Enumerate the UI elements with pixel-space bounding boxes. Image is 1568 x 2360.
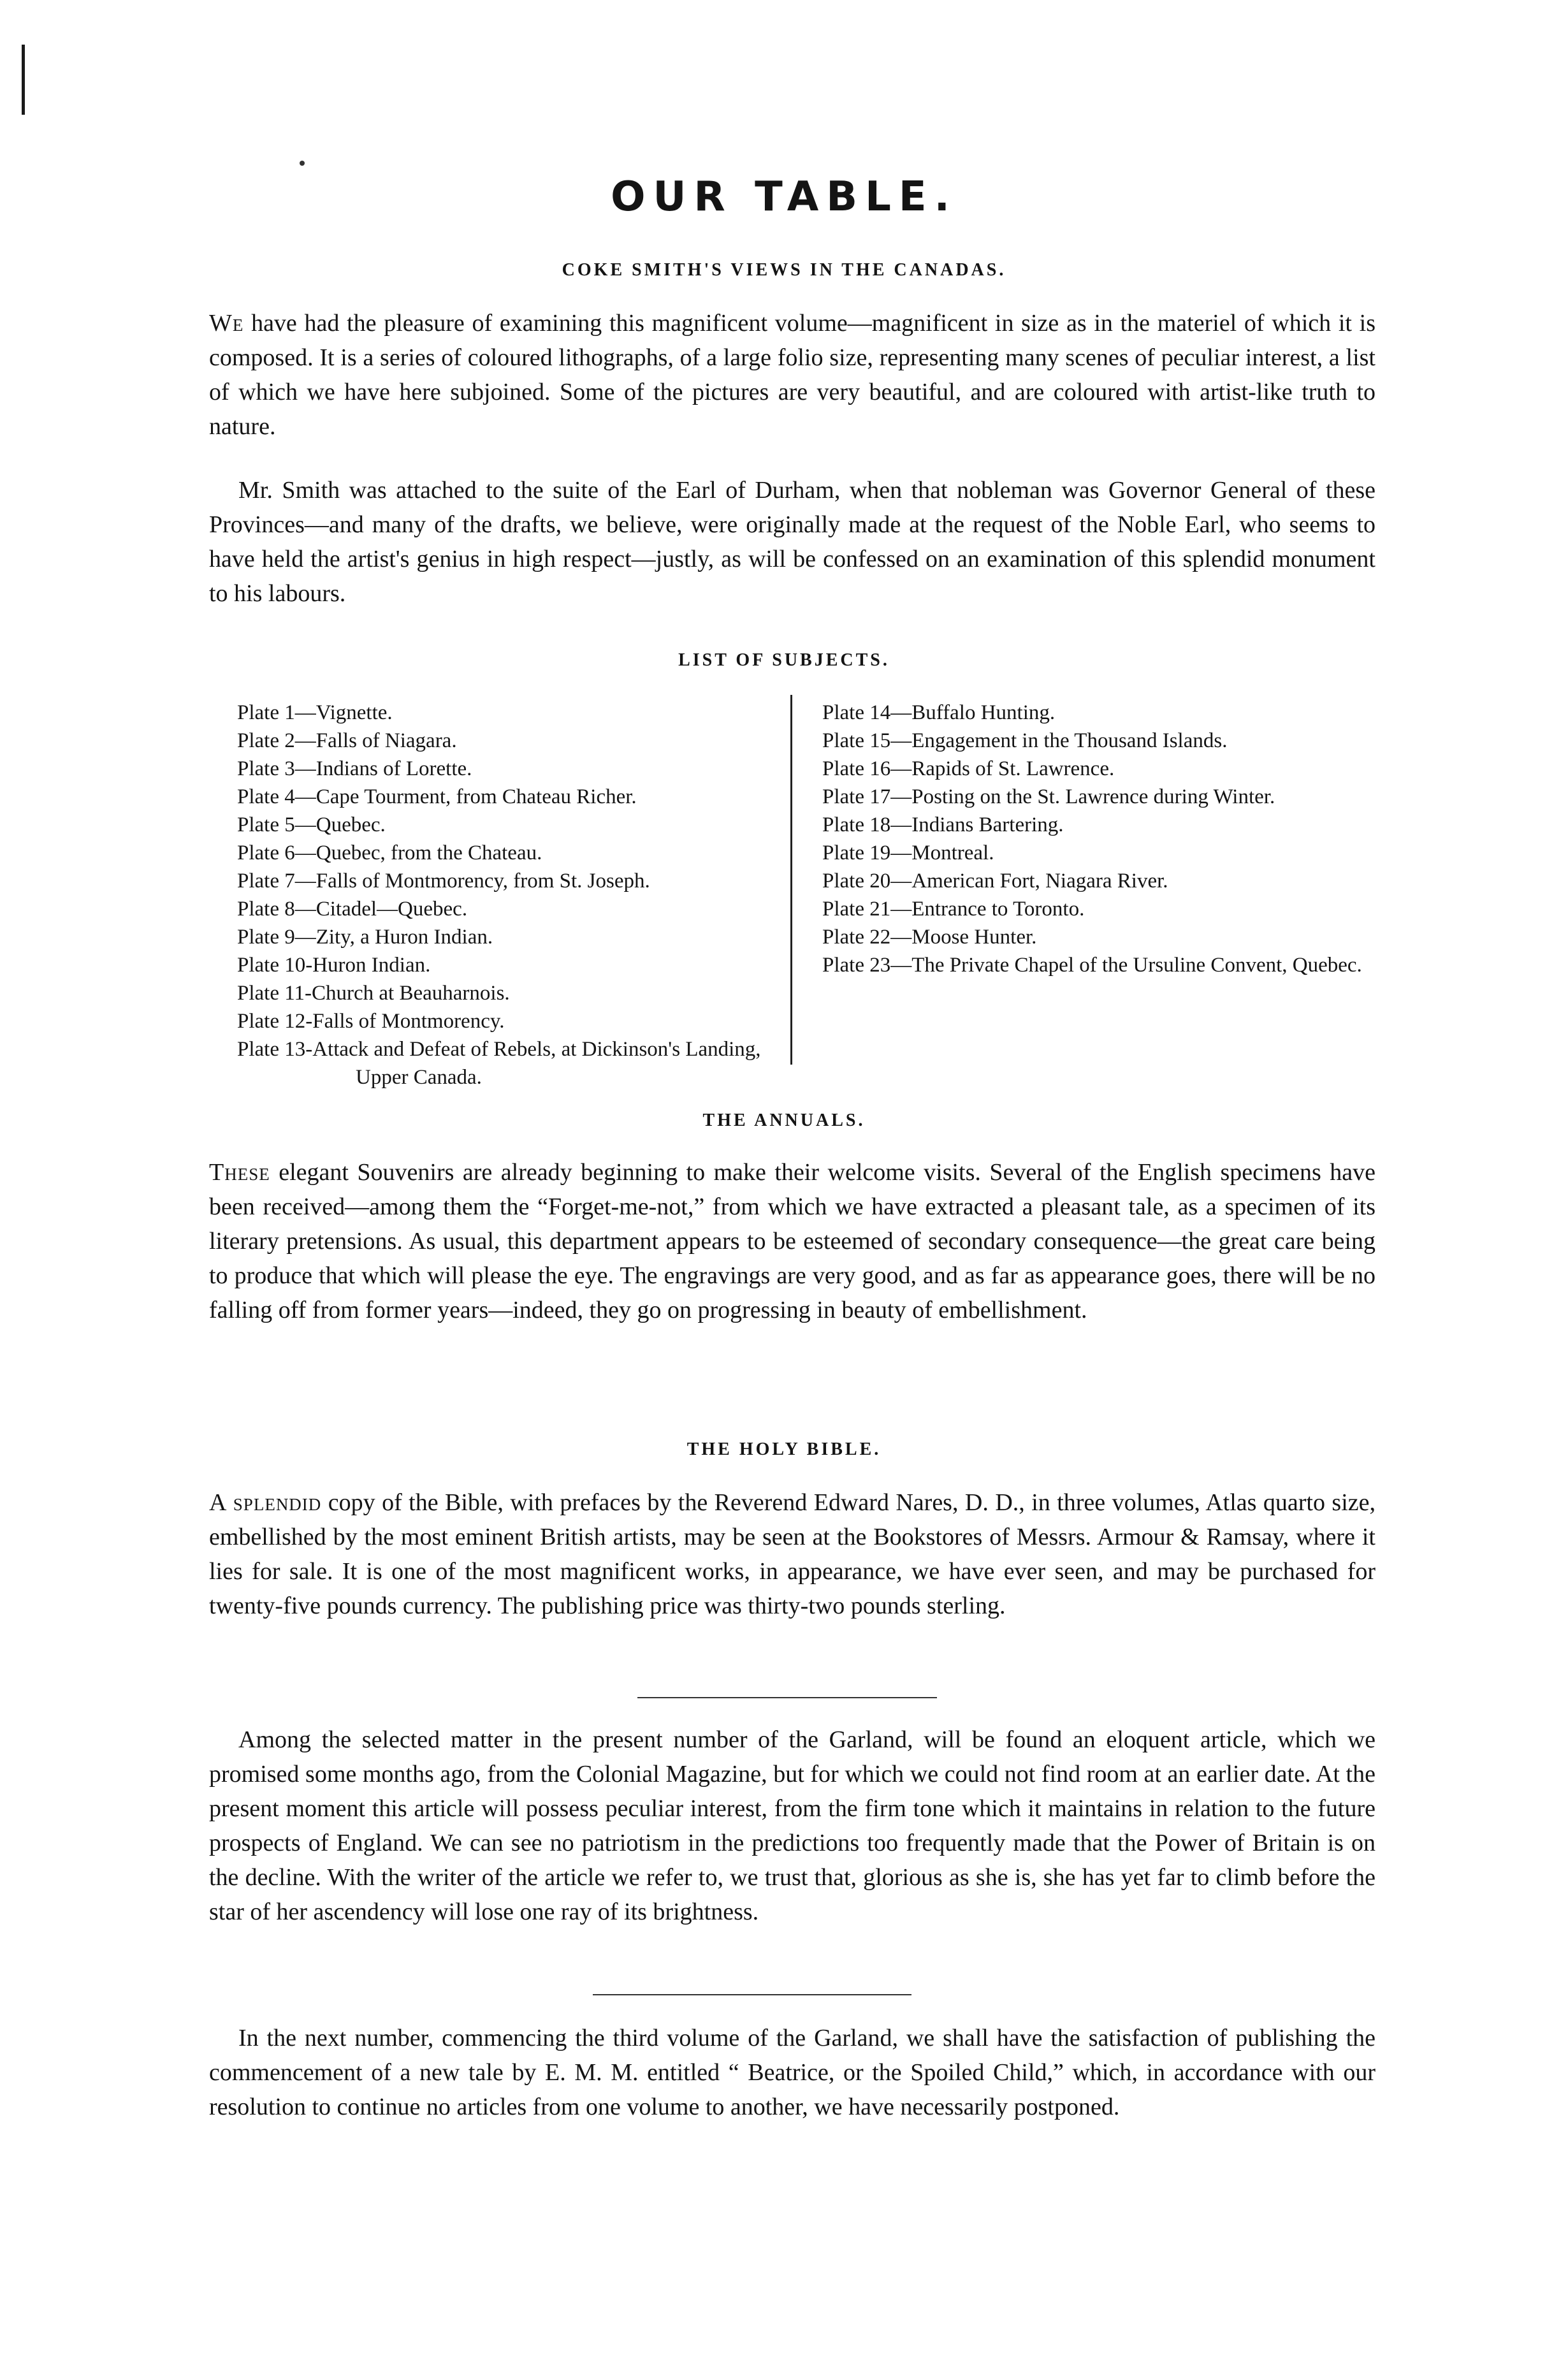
plate-item: Plate 18—Indians Bartering. [822, 813, 1064, 836]
garland-paragraph: Among the selected matter in the present number of the Garland, will be found an eloquent article, which we promised some months ago, from the Colonial Magazine, but for which we could not find room at an earlier date. At the present moment this article will possess peculiar interest, from the firm tone which it maintains in relation to the future prospects of England. We can see no patriotism in the predictions too frequently made that the Power of Britain is on the decline. With the writer of the article we refer to, we trust that, glorious as she is, she has yet far to climb before the star of her ascendency will lose one ray of its brightness. [209, 1726, 1376, 1925]
lead-word: These [209, 1159, 270, 1186]
plate-item: Plate 12-Falls of Montmorency. [237, 1010, 505, 1033]
plate-item: Plate 21—Entrance to Toronto. [822, 898, 1085, 921]
plate-item: Plate 20—American Fort, Niagara River. [822, 870, 1168, 892]
plate-item: Plate 22—Moose Hunter. [822, 926, 1037, 949]
plate-item: Plate 2—Falls of Niagara. [237, 729, 457, 752]
plates-list-right [822, 699, 1383, 979]
plate-item: Plate 16—Rapids of St. Lawrence. [822, 757, 1115, 780]
plate-item: Plate 8—Citadel—Quebec. [237, 898, 468, 921]
paragraph-text: elegant Souvenirs are already beginning to make their welcome visits. Several of the English specimens have been received—among them the “Forget-me-not,” from which we have extracted a pleasant tale, as a specimen of its literary pretensions. As usual, this department appears to be esteemed of secondary consequence—the great care being to produce that which will please the eye. The engravings are very good, and as far as appearance goes, there will be no falling off from former years—indeed, they go on progressing in beauty of embellishment. [209, 1159, 1376, 1323]
plate-item: Plate 11-Church at Beauharnois. [237, 982, 510, 1005]
plate-item: Plate 4—Cape Tourment, from Chateau Richer. [237, 785, 637, 808]
plates-list-left [237, 699, 779, 1091]
plate-item: Plate 7—Falls of Montmorency, from St. Joseph. [237, 870, 650, 892]
plate-item: Plate 19—Montreal. [822, 841, 994, 864]
page-title: OUR TABLE. [611, 173, 957, 221]
coke-smith-paragraph-1 [209, 306, 1376, 444]
plate-item: Plate 1—Vignette. [237, 701, 393, 724]
plate-item: Plate 9—Zity, a Huron Indian. [237, 926, 493, 949]
plate-item: Plate 10-Huron Indian. [237, 954, 431, 977]
next-number-paragraph: In the next number, commencing the third volume of the Garland, we shall have the satisfaction of publishing the commencement of a new tale by E. M. M. entitled “ Beatrice, or the Spoiled Child,” which, in accordance with our resolution to continue no articles from one volume to another, we have necessarily postponed. [209, 2025, 1376, 2120]
plate-item: Plate 14—Buffalo Hunting. [822, 701, 1056, 724]
section-heading-holy-bible: THE HOLY BIBLE. [686, 1439, 882, 1459]
coke-smith-paragraph-2: Mr. Smith was attached to the suite of the Earl of Durham, when that nobleman was Governor General of these Provinces—and many of the drafts, we believe, were originally made at the request of the Noble Earl, who seems to have held the artist's genius in high respect—justly, as will be confessed on an examination of this splendid monument to his labours. [209, 477, 1376, 607]
paragraph-text: copy of the Bible, with prefaces by the Reverend Edward Nares, D. D., in three volumes, Atlas quarto size, embellished by the most eminent British artists, may be seen at the Bookstores of Messrs. Armour & Ramsay, where it lies for sale. It is one of the most magnificent works, in appearance, we have ever seen, and may be purchased for twenty-five pounds currency. The publishing price was thirty-two pounds sterling. [209, 1489, 1376, 1619]
plate-item: Plate 17—Posting on the St. Lawrence during Winter. [822, 785, 1275, 808]
lead-word: A splendid [209, 1489, 322, 1516]
column-divider [790, 695, 792, 1065]
plate-item: Plate 6—Quebec, from the Chateau. [237, 841, 542, 864]
paragraph-text: have had the pleasure of examining this magnificent volume—magnificent in size as in the materiel of which it is composed. It is a series of coloured lithographs, of a large folio size, representing many scenes of peculiar interest, a list of which we have here subjoined. Some of the pictures are very beautiful, and are coloured with artist-like truth to nature. [209, 310, 1376, 440]
plate-item: Plate 3—Indians of Lorette. [237, 757, 472, 780]
ink-dot [300, 161, 305, 166]
plate-item: Plate 13-Attack and Defeat of Rebels, at Dickinson's Landing, Upper Canada. [237, 1038, 761, 1089]
annuals-paragraph [209, 1155, 1376, 1327]
lead-word: We [209, 310, 244, 337]
plate-item: Plate 5—Quebec. [237, 813, 386, 836]
margin-mark [22, 45, 25, 115]
plate-item: Plate 15—Engagement in the Thousand Islands. [822, 729, 1228, 752]
section-rule [637, 1697, 937, 1698]
section-rule [593, 1994, 911, 1995]
bible-paragraph [209, 1485, 1376, 1623]
section-heading-annuals: THE ANNUALS. [702, 1111, 866, 1130]
section-heading-list-of-subjects: LIST OF SUBJECTS. [678, 650, 890, 670]
section-heading-coke-smith: COKE SMITH'S VIEWS IN THE CANADAS. [562, 260, 1006, 280]
plate-item: Plate 23—The Private Chapel of the Ursuline Convent, Quebec. [822, 954, 1362, 977]
